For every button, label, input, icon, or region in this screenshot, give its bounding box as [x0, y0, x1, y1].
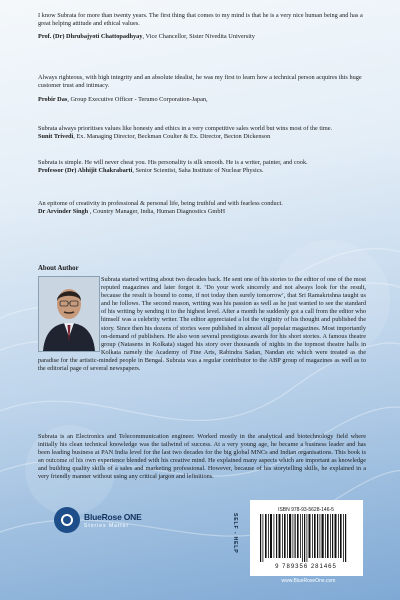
testimonial-name: Dr Arvinder Singh: [38, 208, 89, 216]
testimonial-quote: I know Subrata for more than twenty years. The first thing that comes to my mind is that he is a very nice human being and has a great helping attitude and ethical values.: [38, 12, 363, 28]
bluerose-logo-icon: [54, 507, 80, 533]
publisher-name: BlueRose ONE: [84, 511, 142, 522]
testimonial-role: , Ex. Managing Director, Beckman Coulter & Ex. Director, Becton Dickenson: [73, 133, 271, 141]
about-author-paragraph-2: Subrata is an Electronics and Telecommunication engineer. Worked mostly in the analytical and biotechnology field where initially his clean technical knowledge was the tailwind of success. At a very young age, he became a business leader and has been leading business at PAN India level for the last two decades for the big global MNCs and Indian organisations. This book is an outcome of his own experience blended with his creative mind. He explained many aspects which are important as knowledge and building quality skills of a sales and marketing professional. However, because of his storytelling skills, he explained in a very friendly manner without using any critical jargon and lefinitions.: [38, 433, 366, 481]
testimonial-quote: An epitome of creativity in professional & personal life, being truthful and with fearless conduct.: [38, 200, 283, 207]
about-author-paragraph-1: Subrata started writing about two decades back. He sent one of his stories to the editor of one of the most reputed magazines and later forgot it. ‘Do your work sincerely and not always look for the result, because the result is bound to come, if not today then surely tomorrow’, that Sri Ramakrishna taught us and he follows. The second reason, writing was his passion as well as he just wanted to see the standard of his writing by sending it to the highest level. After a month he suddenly got a call from the editor who himself was a celebrity writer. The editor appreciated a lot the virginity of his thought and published the story. Since then his dozens of stories were published in almost all popular magazines. Most importantly on-demand of publishers. He also won several prestigious awards for his short stories. A famous theatre group (Natasens in Kolkata) staged his story over thousands of nights in the topmost theatre halls in Kolkata namely the Academy of Fine Arts, Rabindra Sadan, Nandan etc which were treated as the paradise for the artistic-minded people in Bengal. Subrata was a regular contributor to the ABP group of magazines as well as to the editorial page of several newspapers.: [38, 276, 366, 373]
testimonial-quote: Subrata is simple. He will never cheat you. His personality is silk smooth. He is a writer, painter, and cook.: [38, 159, 308, 166]
testimonial-signature: [38, 33, 366, 41]
testimonial-name: Probir Das: [38, 96, 68, 104]
testimonial-role: , Country Manager, India, Human Diagnostics GmbH: [88, 208, 226, 216]
publisher-tagline: Stories Matter: [84, 522, 130, 529]
category-label: SELF - HELP: [232, 513, 238, 554]
publisher-logo: [54, 507, 142, 533]
testimonial-signature: [38, 167, 366, 175]
isbn-barcode: [250, 500, 363, 576]
testimonial-2: [38, 74, 366, 105]
website-url: www.BlueRoseOne.com: [281, 578, 336, 584]
isbn-top-text: ISBN 978-93-5628-146-5: [278, 507, 334, 513]
testimonial-signature: [38, 133, 366, 141]
isbn-digits: 9 789356 281465: [275, 564, 337, 570]
testimonial-name: Professor (Dr) Abhijit Chakrabarti: [38, 167, 133, 175]
testimonial-name: Sunit Trivedi: [38, 133, 74, 141]
about-author-heading: About Author: [38, 265, 79, 272]
testimonial-quote: Always righteous, with high integrity and an absolute idealist, he was my first to learn how a technical person acquires this huge customer trust and intimacy.: [38, 74, 362, 90]
testimonial-1: [38, 12, 366, 42]
testimonial-role: , Vice Chancellor, Sister Nivedita University: [142, 33, 255, 41]
barcode-icon: [254, 504, 359, 572]
testimonial-name: Prof. (Dr) Dhrubajyoti Chattopadhyay: [38, 33, 143, 41]
testimonial-5: [38, 200, 366, 216]
testimonial-quote: Subrata always prioritises values like honesty and ethics in a very competitive sales world but wins most of the time.: [38, 125, 333, 132]
testimonial-role: , Senior Scientist, Saha Institute of Nuclear Physics.: [132, 167, 264, 175]
testimonial-signature: [38, 208, 366, 216]
testimonial-4: [38, 159, 366, 175]
testimonial-3: [38, 125, 366, 141]
testimonial-role: , Group Executive Officer - Terumo Corporation-Japan,: [67, 96, 208, 104]
testimonial-signature: [38, 96, 366, 104]
